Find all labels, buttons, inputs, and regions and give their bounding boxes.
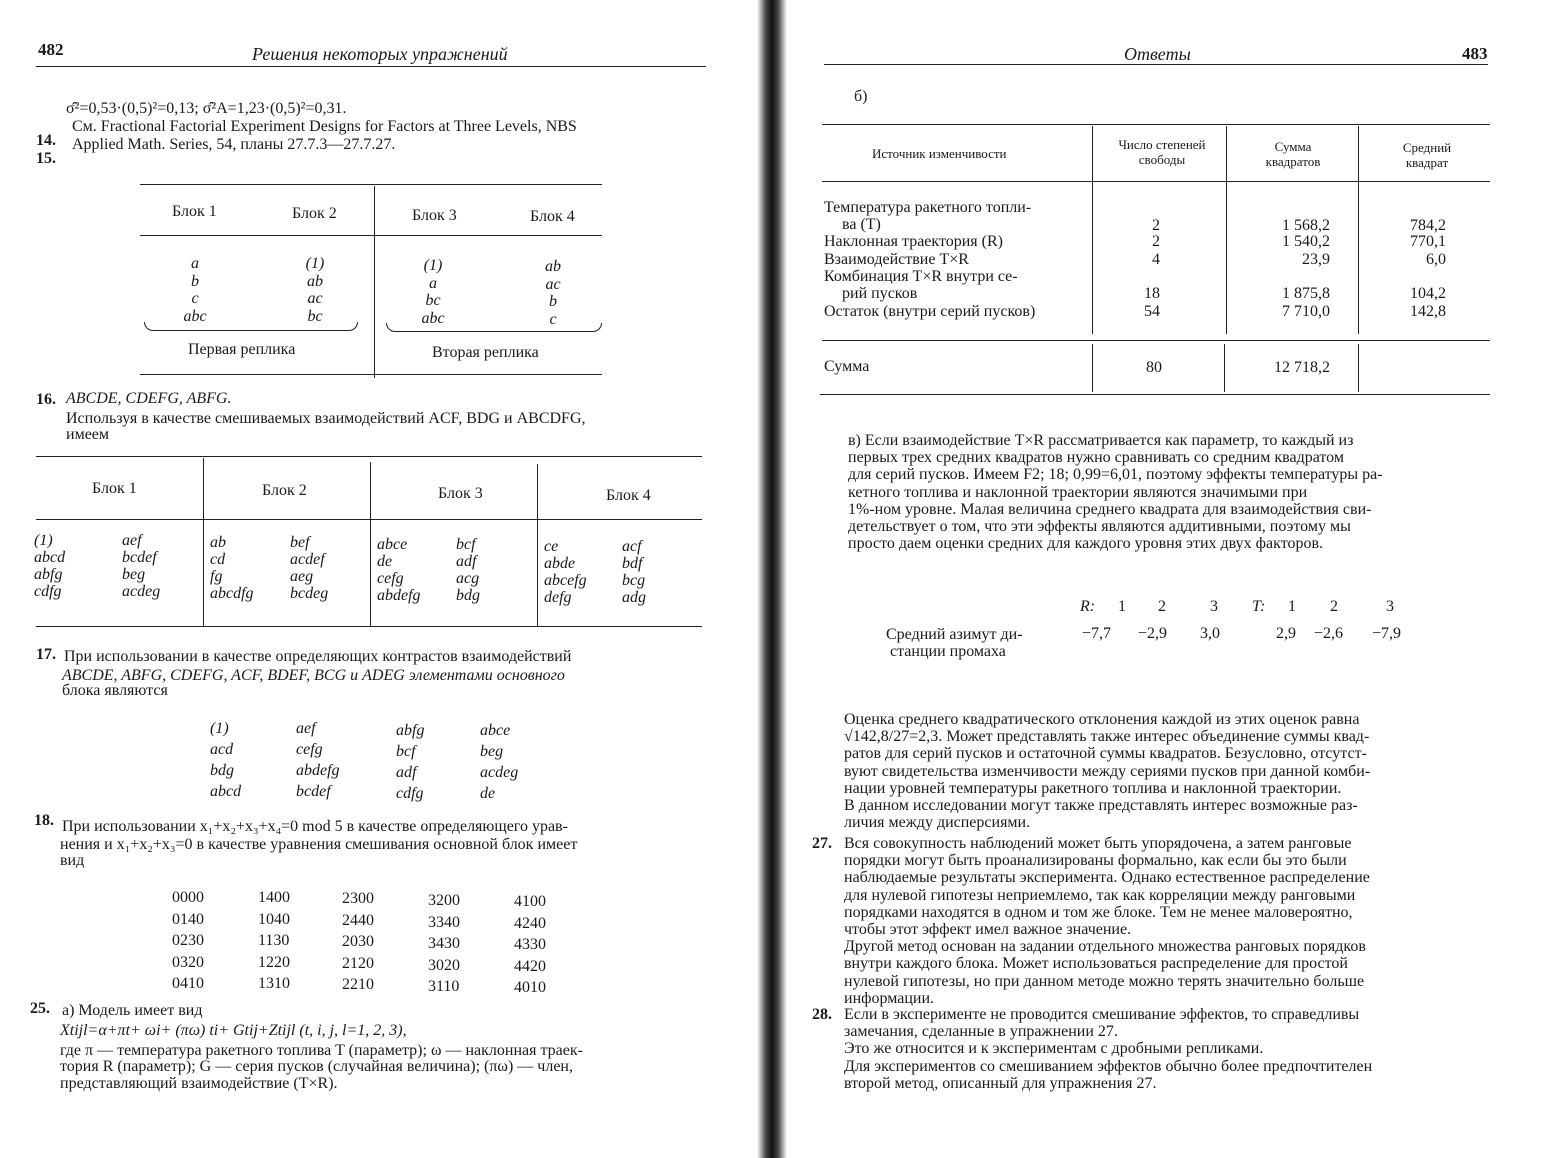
row-label-cont: станции промаха (890, 643, 1006, 660)
row-ss: 7 710,0 (1282, 303, 1330, 320)
block3-left: abce de cefg abdefg (377, 536, 421, 604)
total-ss: 12 718,2 (1274, 359, 1330, 376)
row-ss: 1 540,2 (1282, 233, 1330, 250)
row-ss: 23,9 (1302, 251, 1330, 268)
header-rule (824, 64, 1488, 65)
r-mean: −2,9 (1138, 625, 1168, 642)
block-header: Блок 3 (438, 485, 483, 502)
ex16-number: 16. (36, 391, 56, 408)
left-page: 482 Решения некоторых упражнений σ̂²=0,53·(0,5)²=0,13; σ̂²A=1,23·(0,5)²=0,31. 14. См. Fractional Factorial Experiment Designs for Factors at Three Levels, NBS Applied Math. Series, 54, планы 27.7.3—27.7.27. 15. Блок 1 Блок 2 Блок 3 Блок 4 a b c abc (1) ab ac bc (1) a bc abc ab ac b c Первая реплика Вторая реплика 16. ABCDE, CDEFG, ABFG. Используя в качестве смешиваемых взаимодействий ACF, BDG и ABCDFG, имеем Блок 1 Блок 2 Блок 3 Блок 4 (1) abcd abfg cdfg aef bcdef beg acdeg ab cd fg abcdfg bef acdef aeg bcdeg abce de cefg abdefg bcf adf acg bdg ce abde abcefg defg acf bdf bcg adg 17. При использовании в качестве определяющих контрастов взаимодействий ABCDE, ABFG, CDEFG, ACF, BDEF, BCG и ADEG элементами основного блока являются (1) acd bdg abcd aef cefg abdefg bcdef abfg bcf adf cdfg abce beg acdeg de 18. При использовании x₁+x₂+x₃+x₄=0 mod 5 в качестве определяющего урав- нения и x₁+x₂+x₃=0 в качестве уравнения смешивания основной блок имеет вид 0000 0140 0230 0320 0410 1400 1040 1130 1220 1310 2300 2440 2030 2120 2210 3200 3340 3430 3020 3110 4100 4240 4330 4420 4010 25. а) Модель имеет вид Xtijl=α+πt+ ωi+ (πω) ti+ Gtij+Ztijl (t, i, j, l=1, 2, 3), где π — температура ракетного топлива T (параметр); ω — наклонная траек- тория R (параметр); G — серия пусков (случайная величина); (πω) — член, представляющий взаимодействие (T×R). (0, 0, 760, 1158)
block2-column: (1) ab ac bc (305, 255, 325, 325)
col-header-ms: Средний квадрат (1402, 140, 1452, 170)
block3-right: bcf adf acg bdg (456, 536, 480, 604)
block3-column: (1) a bc abc (421, 257, 445, 327)
row-source-cont: ва (T) (842, 216, 881, 233)
row-df: 54 (1144, 303, 1160, 320)
block-header: Блок 2 (292, 205, 337, 222)
formula-line: σ̂²=0,53·(0,5)²=0,13; σ̂²A=1,23·(0,5)²=0,31. (66, 100, 347, 117)
row-ms: 104,2 (1410, 285, 1446, 302)
ex18-number: 18. (34, 812, 54, 829)
block2-right: bef acdef aeg bcdeg (290, 534, 329, 602)
block-header: Блок 2 (262, 482, 307, 499)
t-mean: −7,9 (1372, 625, 1402, 642)
ex17-line3: блока являются (62, 682, 168, 699)
block-header: Блок 4 (530, 208, 575, 225)
ex18-line3: вид (60, 852, 85, 869)
block4-left: ce abde abcefg defg (544, 538, 587, 606)
replica1-brace (144, 322, 358, 331)
t-label: T: (1252, 598, 1266, 615)
col-header-source: Источник изменчивости (872, 146, 1007, 161)
part-v-paragraph: в) Если взаимодействие T×R рассматривается как параметр, то каждый из первых трех средних квадратов нужно сравнивать со средним квадратом для серий пусков. Имеем F2; 18; 0,99=6,01, поэтому эффекты температуры ра- кетного топлива и наклонной траектории являются значимыми при 1%-ном уровне. Малая величина среднего квадрата для взаимодействия сви- детельствует о том, что эти эффекты являются аддитивными, поэтому мы просто даем оценки средних для каждого уровня этих двух факторов. (848, 432, 1383, 553)
r-mean: 3,0 (1200, 625, 1220, 642)
running-title: Решения некоторых упражнений (252, 44, 508, 64)
replica1-label: Первая реплика (188, 341, 296, 358)
col-header-df: Число степеней свободы (1118, 137, 1206, 167)
row-source: Наклонная траектория (R) (824, 233, 1003, 250)
page-number: 482 (38, 40, 64, 59)
row-ss: 1 568,2 (1282, 217, 1330, 234)
r-mean: −7,7 (1082, 625, 1112, 642)
row-label: Средний азимут ди- (886, 626, 1023, 643)
row-ss: 1 875,8 (1282, 285, 1330, 302)
ex25-line2: Xtijl=α+πt+ ωi+ (πω) ti+ Gtij+Ztijl (t, i, j, l=1, 2, 3), (60, 1022, 407, 1039)
ex16-line3: имеем (66, 426, 110, 443)
r-level: 3 (1210, 598, 1218, 615)
ex18-line2: нения и x₁+x₂+x₃=0 в качестве уравнения смешивания основной блок имеет (60, 836, 578, 853)
block2-left: ab cd fg abcdfg (210, 534, 254, 602)
ex25-line3: где π — температура ракетного топлива T (параметр); ω — наклонная траек- (60, 1042, 583, 1059)
ex17-line2: ABCDE, ABFG, CDEFG, ACF, BDEF, BCG и ADEG элементами основного (62, 667, 565, 684)
right-page (790, 0, 1568, 1158)
row-df: 2 (1152, 233, 1160, 250)
t-mean: −2,6 (1314, 625, 1344, 642)
t-level: 1 (1288, 598, 1296, 615)
ex25-line1: а) Модель имеет вид (62, 1002, 203, 1019)
row-df: 18 (1144, 285, 1160, 302)
row-df: 2 (1152, 217, 1160, 234)
ex15-number: 15. (36, 150, 56, 167)
r-level: 1 (1118, 598, 1126, 615)
col-header-ss: Сумма квадратов (1265, 139, 1321, 169)
replica2-brace (386, 323, 602, 332)
row-ms: 142,8 (1410, 303, 1446, 320)
ex14-number: 14. (36, 132, 56, 149)
ex14-line2: Applied Math. Series, 54, планы 27.7.3—27.7.27. (72, 136, 396, 153)
ex18-line1: При использовании x₁+x₂+x₃+x₄=0 mod 5 в качестве определяющего урав- (62, 818, 568, 835)
row-ms: 784,2 (1410, 217, 1446, 234)
block-header: Блок 1 (172, 203, 217, 220)
row-source: Остаток (внутри серий пусков) (824, 303, 1036, 320)
ex14-line1: См. Fractional Factorial Experiment Designs for Factors at Three Levels, NBS (72, 118, 577, 135)
ex25-line5: представляющий взаимодействие (T×R). (60, 1075, 338, 1092)
t-level: 3 (1386, 598, 1394, 615)
ex28-number: 28. (812, 1006, 832, 1023)
row-ms: 6,0 (1426, 251, 1446, 268)
book-spine (757, 0, 787, 1158)
t-level: 2 (1330, 598, 1338, 615)
ex16-line1: ABCDE, CDEFG, ABFG. (66, 390, 232, 407)
total-df: 80 (1146, 359, 1162, 376)
ex28-paragraph: Если в эксперименте не проводится смешивание эффектов, то справедливы замечания, сделанные в упражнении 27. Это же относится и к экспериментам с дробными репликами. Для экспериментов со смешиванием эффектов обычно более предпочтителен второй метод, описанный для упражнения 27. (844, 1006, 1373, 1092)
ex27-paragraph: Вся совокупность наблюдений может быть упорядочена, а затем ранговые порядки могут быть проанализированы формально, как если бы это были наблюдаемые результаты эксперимента. Однако естественное распределение для нулевой гипотезы неприемлемо, так как корреляции между ранговыми порядками находятся в одном и том же блоке. Тем не менее маловероятно, чтобы этот эффект имел важное значение. Другой метод основан на задании отдельного множества ранговых порядков внутри каждого блока. Может использоваться распределение для простой нулевой гипотезы, но при данном методе можно терять значительно больше информации. (844, 835, 1370, 1007)
ex25-number: 25. (30, 1000, 50, 1017)
block1-left: (1) abcd abfg cdfg (34, 532, 66, 600)
ex17-number: 17. (36, 646, 56, 663)
block-header: Блок 3 (412, 207, 457, 224)
page-number: 483 (1462, 44, 1488, 63)
ex17-line1: При использовании в качестве определяющих контрастов взаимодействий (64, 648, 572, 665)
row-source: Взаимодействие T×R (824, 251, 969, 268)
r-label: R: (1080, 598, 1096, 615)
block-header: Блок 4 (606, 487, 651, 504)
row-source: Температура ракетного топли- (824, 199, 1032, 216)
row-source: Комбинация T×R внутри се- (824, 268, 1018, 285)
part-b-label: б) (854, 88, 868, 105)
running-title: Ответы (1124, 44, 1191, 64)
ex25-line4: тория R (параметр); G — серия пусков (случайная величина); (πω) — член, (60, 1058, 573, 1075)
block1-column: a b c abc (183, 255, 207, 325)
ex27-number: 27. (812, 835, 832, 852)
total-label: Сумма (824, 358, 870, 375)
row-source-cont: рий пусков (842, 285, 918, 302)
row-ms: 770,1 (1410, 233, 1446, 250)
block1-right: aef bcdef beg acdeg (122, 532, 161, 600)
block4-column: ab ac b c (545, 258, 561, 328)
row-df: 4 (1152, 251, 1160, 268)
header-rule (36, 66, 706, 67)
ex16-line2: Используя в качестве смешиваемых взаимодействий ACF, BDG и ABCDFG, (66, 410, 586, 427)
estimate-paragraph: Оценка среднего квадратического отклонения каждой из этих оценок равна √142,8/27=2,3. Может представлять также интерес объединение суммы квад- ратов для серий пусков и остаточной суммы квадратов. Безусловно, отсутст- вуют свидетельства изменчивости между сериями пусков при данной комби- нации уровней температуры ракетного топлива и наклонной траектории. В данном исследовании могут также представлять интерес возможные раз- личия между дисперсиями. (844, 711, 1371, 832)
replica2-label: Вторая реплика (432, 344, 539, 361)
t-mean: 2,9 (1276, 625, 1296, 642)
block4-right: acf bdf bcg adg (622, 538, 646, 606)
block-header: Блок 1 (92, 480, 137, 497)
r-level: 2 (1158, 598, 1166, 615)
